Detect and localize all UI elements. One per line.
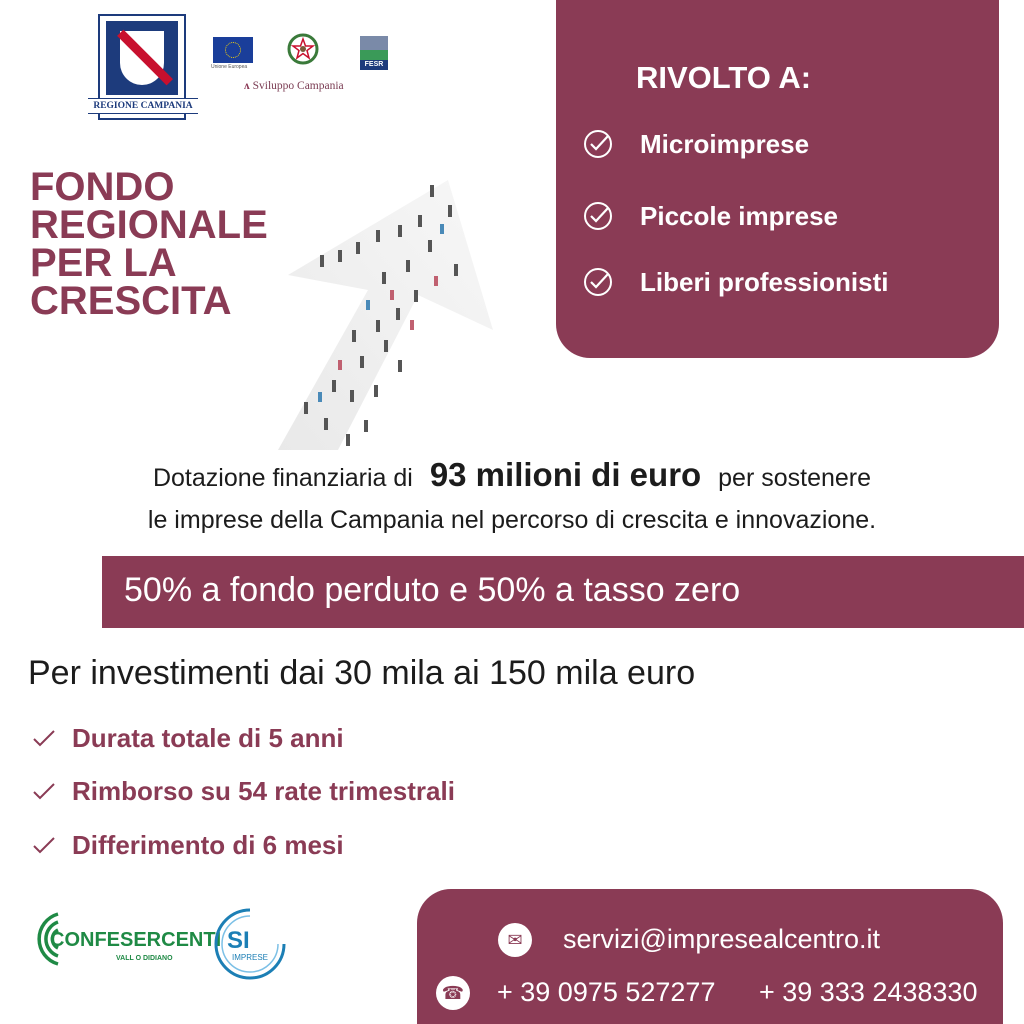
- funding-statement: [0, 456, 1024, 494]
- contact-email[interactable]: servizi@impresealcentro.it: [563, 924, 880, 954]
- title-line: PER LA: [30, 241, 177, 285]
- target-audience-title: RIVOLTO A:: [636, 60, 812, 95]
- italian-republic-emblem-icon: [287, 32, 319, 66]
- regione-campania-label: REGIONE CAMPANIA: [88, 98, 198, 114]
- confesercenti-sublabel: VALL O DIDIANO: [116, 955, 173, 962]
- title-line: CRESCITA: [30, 279, 232, 323]
- feature-item: [32, 827, 344, 863]
- check-circle-icon: [582, 266, 614, 298]
- feature-label: Rimborso su 54 rate trimestrali: [72, 775, 455, 806]
- page-title: [30, 165, 268, 323]
- check-icon: [32, 727, 56, 749]
- funding-suffix: per sostenere: [718, 464, 872, 492]
- title-line: FONDO: [30, 165, 175, 209]
- si-imprese-sub: IMPRESE: [232, 953, 269, 962]
- check-icon: [32, 834, 56, 856]
- check-circle-icon: [582, 128, 614, 160]
- target-item-label: Liberi professionisti: [640, 266, 889, 297]
- check-circle-icon: [582, 200, 614, 232]
- target-item-label: Piccole imprese: [640, 200, 838, 231]
- feature-label: Durata totale di 5 anni: [72, 722, 344, 753]
- funding-statement-line2: le imprese della Campania nel percorso di crescita e innovazione.: [147, 506, 877, 534]
- email-icon: ✉: [498, 923, 532, 957]
- fesr-label: FESR: [360, 60, 388, 70]
- eu-flag-logo: [211, 37, 253, 70]
- growth-arrow-illustration: [278, 180, 498, 450]
- funding-amount: 93 milioni di euro: [429, 456, 702, 493]
- confesercenti-label: CONFESERCENTI: [50, 929, 222, 951]
- target-item: [582, 198, 838, 234]
- contact-phone-2[interactable]: + 39 333 2438330: [759, 977, 978, 1007]
- target-audience-panel: [556, 0, 999, 358]
- regione-campania-logo: [93, 14, 193, 120]
- sviluppo-campania-logo: ʌ Sviluppo Campania: [244, 80, 344, 92]
- title-line: REGIONALE: [30, 203, 268, 247]
- funding-prefix: Dotazione finanziaria di: [152, 464, 413, 492]
- feature-item: [32, 720, 344, 756]
- fesr-logo: [360, 36, 388, 70]
- feature-item: [32, 773, 455, 809]
- confesercenti-logo: [28, 910, 222, 968]
- contact-phone-1[interactable]: + 39 0975 527277: [497, 977, 716, 1007]
- target-item-label: Microimprese: [640, 128, 810, 159]
- grant-band-text: 50% a fondo perduto e 50% a tasso zero: [124, 571, 741, 609]
- phone-icon: ☎: [436, 976, 470, 1010]
- eu-caption: Unione Europea: [211, 64, 248, 70]
- si-imprese-logo: [210, 906, 290, 978]
- feature-label: Differimento di 6 mesi: [72, 829, 344, 860]
- target-item: [582, 264, 889, 300]
- investment-range: Per investimenti dai 30 mila ai 150 mila euro: [28, 654, 696, 692]
- check-icon: [32, 780, 56, 802]
- target-item: [582, 126, 809, 162]
- sviluppo-campania-label: Sviluppo Campania: [252, 80, 344, 92]
- si-imprese-main: SI: [227, 927, 250, 954]
